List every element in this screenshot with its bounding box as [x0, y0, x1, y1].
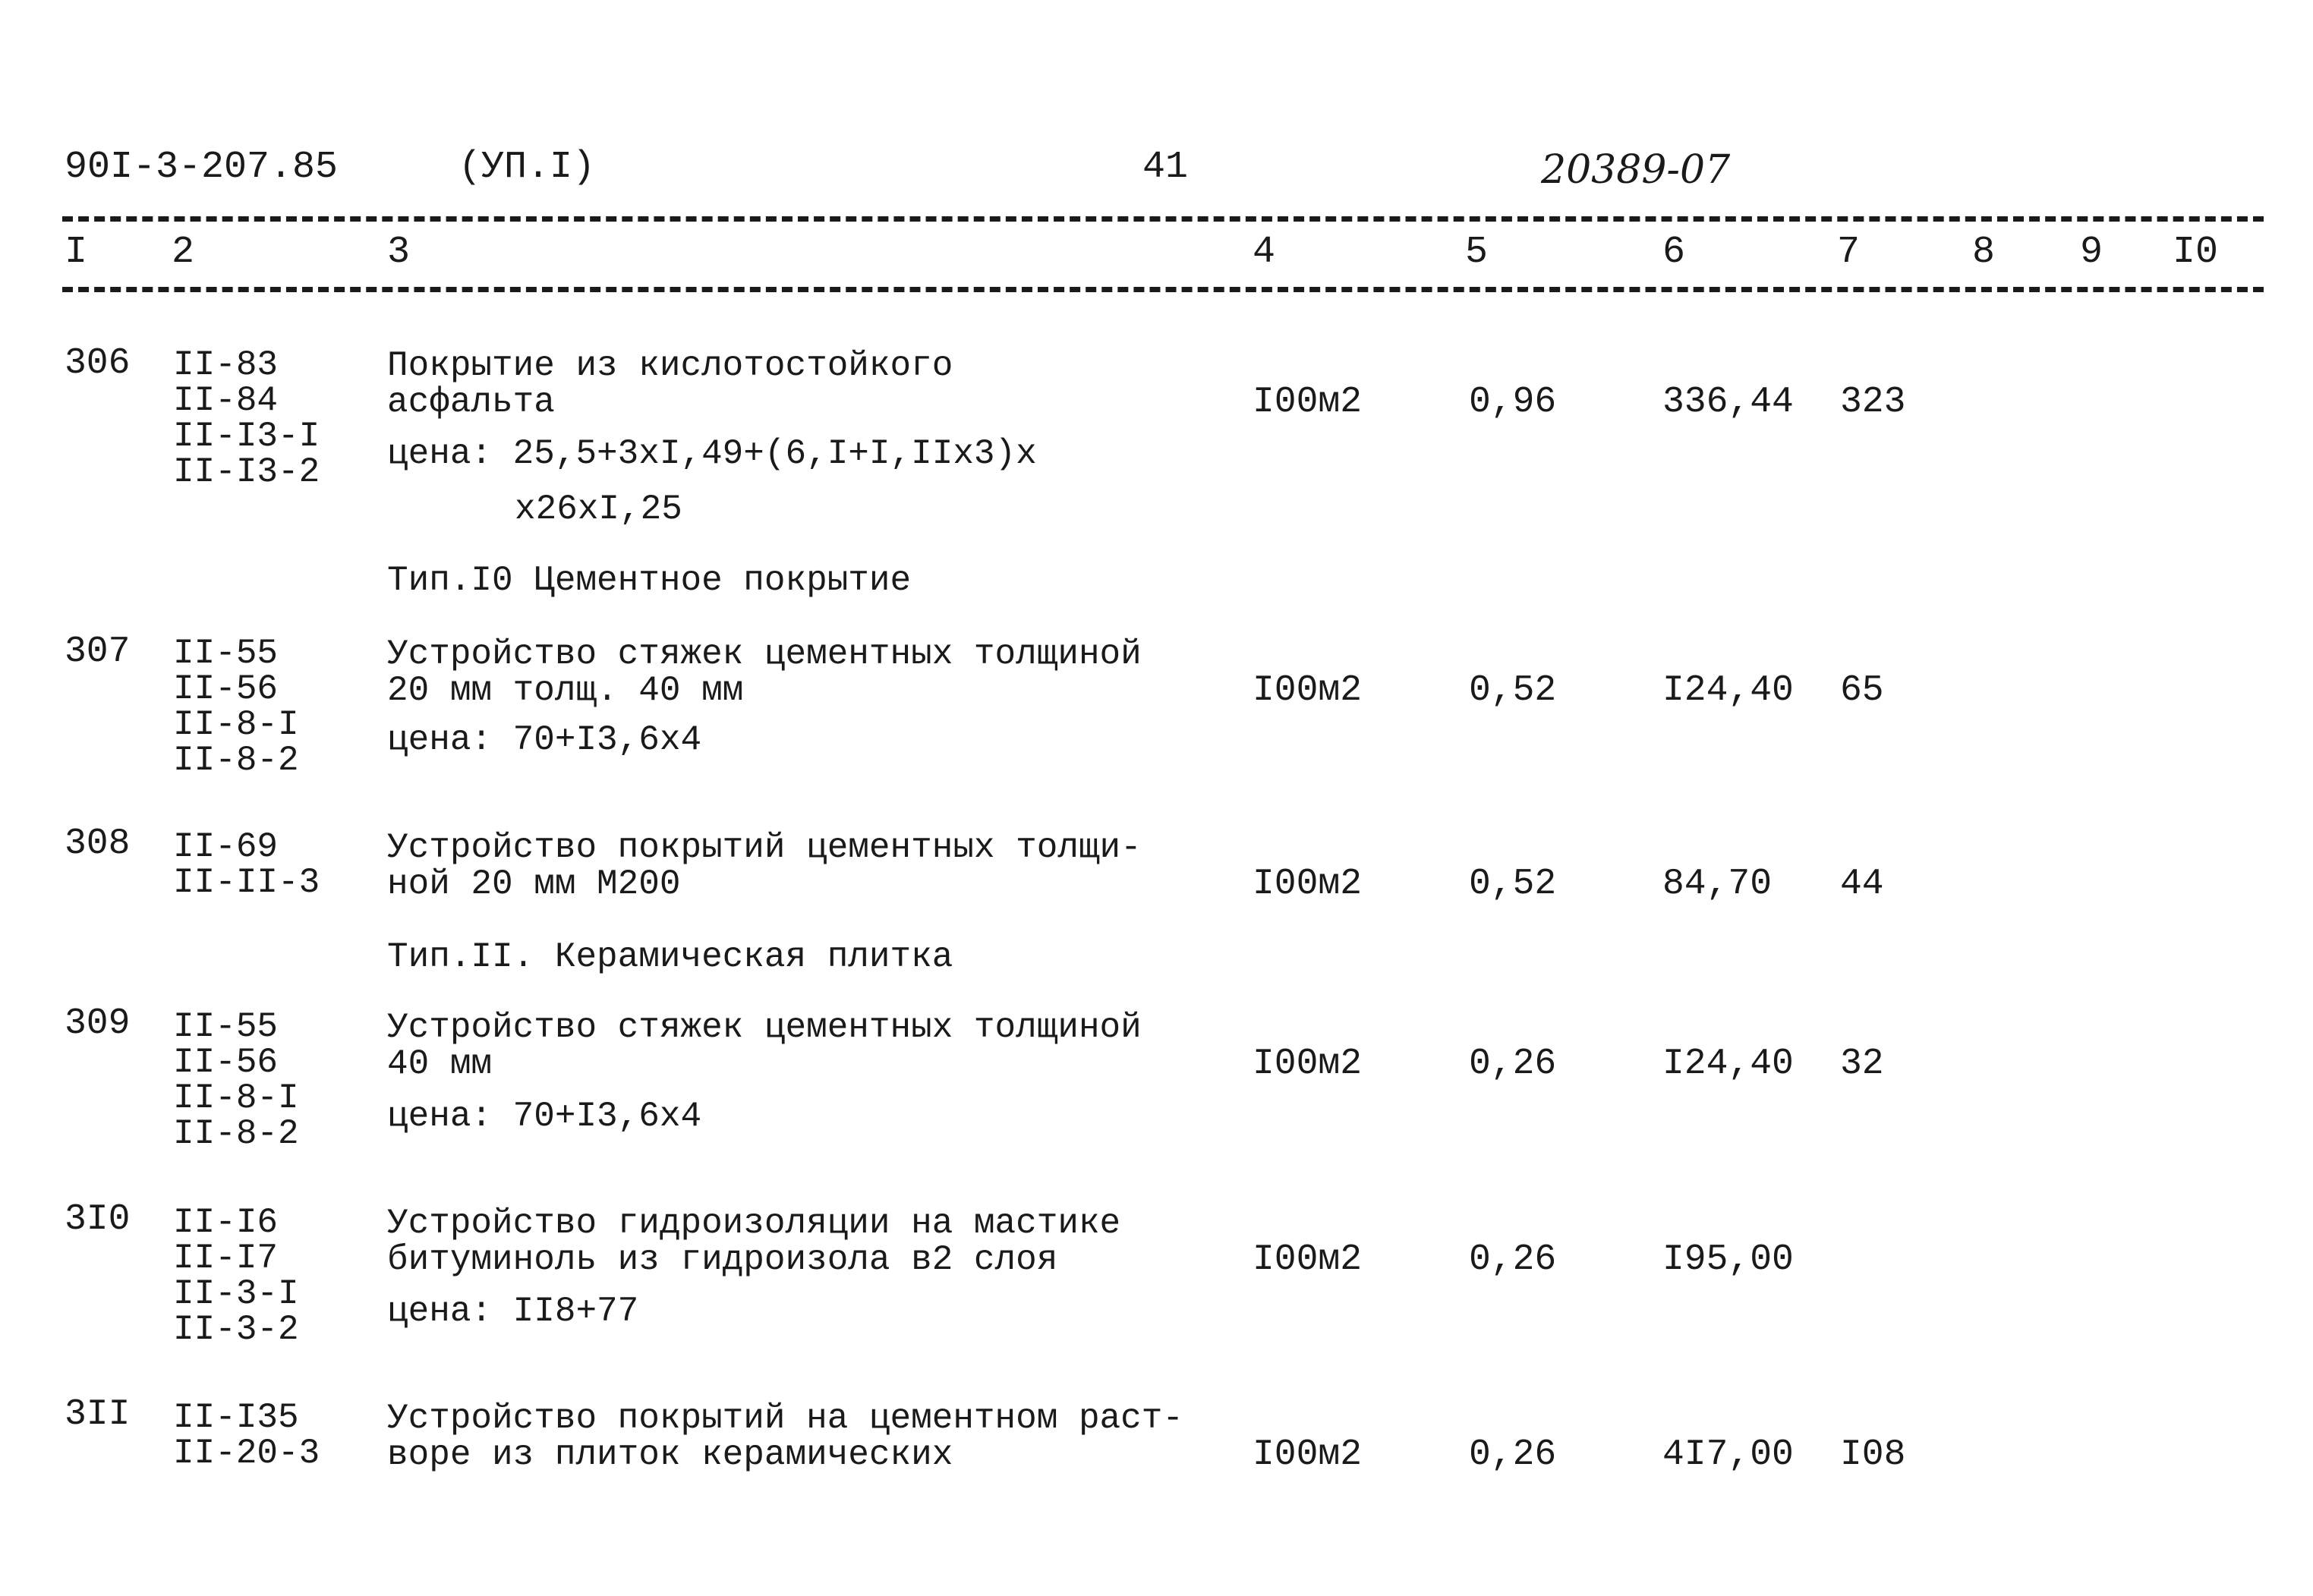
- column-header-10: I0: [2173, 231, 2219, 274]
- page-number: 41: [1142, 146, 1189, 189]
- unit-cell: I00м2: [1253, 1434, 1363, 1475]
- unit-cell: I00м2: [1253, 1239, 1363, 1280]
- work-description: 20 мм толщ. 40 мм: [387, 671, 744, 710]
- total-cost-cell: 44: [1840, 864, 1884, 905]
- rate-code: II-8-2: [173, 741, 299, 780]
- column-header-2: 2: [172, 231, 195, 274]
- inventory-number: 20389-07: [1541, 147, 1731, 193]
- row-number: 3II: [65, 1394, 131, 1435]
- rate-code: II-8-I: [173, 705, 299, 744]
- unit-cost-cell: I95,00: [1662, 1239, 1794, 1280]
- row-number: 307: [65, 631, 131, 672]
- price-formula: цена: II8+77: [387, 1292, 639, 1331]
- price-formula: цена: 25,5+3хI,49+(6,I+I,IIх3)х: [387, 434, 1037, 474]
- quantity-cell: 0,52: [1469, 670, 1557, 711]
- quantity-cell: 0,52: [1469, 864, 1557, 905]
- work-description: Устройство стяжек цементных толщиной: [387, 1008, 1142, 1047]
- work-description: Устройство стяжек цементных толщиной: [387, 634, 1142, 674]
- rate-code: II-55: [173, 1007, 279, 1047]
- rate-code: II-69: [173, 827, 279, 867]
- column-header-1: I: [65, 231, 88, 274]
- unit-cell: I00м2: [1253, 670, 1363, 711]
- rate-code: II-20-3: [173, 1434, 320, 1473]
- header-rule-top: [62, 216, 2264, 222]
- work-description: Устройство покрытий на цементном раст-: [387, 1399, 1183, 1438]
- unit-cost-cell: 4I7,00: [1662, 1434, 1794, 1475]
- unit-cell: I00м2: [1253, 1044, 1363, 1084]
- work-description: Покрытие из кислотостойкого: [387, 346, 953, 386]
- rate-code: II-3-2: [173, 1310, 299, 1349]
- rate-code: II-8-I: [173, 1078, 299, 1118]
- price-formula: х26хI,25: [515, 490, 682, 529]
- column-header-5: 5: [1465, 231, 1489, 274]
- unit-cost-cell: 84,70: [1662, 864, 1773, 905]
- work-description: асфальта: [387, 382, 555, 422]
- quantity-cell: 0,26: [1469, 1239, 1557, 1280]
- section-heading: Тип.I0 Цементное покрытие: [387, 561, 912, 600]
- column-header-7: 7: [1837, 231, 1861, 274]
- unit-cost-cell: I24,40: [1662, 670, 1794, 711]
- work-description: воре из плиток керамических: [387, 1435, 953, 1475]
- total-cost-cell: 65: [1840, 670, 1884, 711]
- quantity-cell: 0,96: [1469, 382, 1557, 423]
- rate-code: II-I6: [173, 1203, 279, 1242]
- section-heading: Тип.II. Керамическая плитка: [387, 937, 953, 977]
- work-description: Устройство гидроизоляции на мастике: [387, 1204, 1121, 1243]
- rate-code: II-I3-2: [173, 452, 320, 492]
- unit-cell: I00м2: [1253, 382, 1363, 423]
- rate-code: II-I35: [173, 1398, 299, 1437]
- row-number: 306: [65, 343, 131, 384]
- rate-code: II-56: [173, 669, 279, 709]
- unit-cost-cell: I24,40: [1662, 1044, 1794, 1084]
- row-number: 3I0: [65, 1199, 131, 1240]
- album-number: (УП.I): [459, 146, 596, 189]
- rate-code: II-83: [173, 345, 279, 385]
- rate-code: II-56: [173, 1043, 279, 1082]
- header-rule-bottom: [62, 287, 2264, 292]
- work-description: ной 20 мм М200: [387, 864, 681, 904]
- row-number: 308: [65, 823, 131, 864]
- rate-code: II-55: [173, 634, 279, 673]
- unit-cost-cell: 336,44: [1662, 382, 1794, 423]
- rate-code: II-3-I: [173, 1274, 299, 1314]
- quantity-cell: 0,26: [1469, 1434, 1557, 1475]
- work-description: битуминоль из гидроизола в2 слоя: [387, 1240, 1058, 1280]
- unit-cell: I00м2: [1253, 864, 1363, 905]
- row-number: 309: [65, 1003, 131, 1044]
- price-formula: цена: 70+I3,6х4: [387, 720, 702, 760]
- total-cost-cell: 323: [1840, 382, 1906, 423]
- column-header-6: 6: [1662, 231, 1686, 274]
- price-formula: цена: 70+I3,6х4: [387, 1097, 702, 1136]
- total-cost-cell: I08: [1840, 1434, 1906, 1475]
- column-header-9: 9: [2080, 231, 2103, 274]
- rate-code: II-II-3: [173, 863, 320, 902]
- column-header-3: 3: [387, 231, 411, 274]
- work-description: Устройство покрытий цементных толщи-: [387, 828, 1142, 867]
- total-cost-cell: 32: [1840, 1044, 1884, 1084]
- work-description: 40 мм: [387, 1044, 493, 1084]
- column-header-4: 4: [1253, 231, 1276, 274]
- column-header-8: 8: [1972, 231, 1996, 274]
- quantity-cell: 0,26: [1469, 1044, 1557, 1084]
- rate-code: II-84: [173, 381, 279, 420]
- rate-code: II-I3-I: [173, 417, 320, 456]
- rate-code: II-I7: [173, 1239, 279, 1278]
- rate-code: II-8-2: [173, 1114, 299, 1154]
- document-code: 90I-3-207.85: [65, 146, 339, 189]
